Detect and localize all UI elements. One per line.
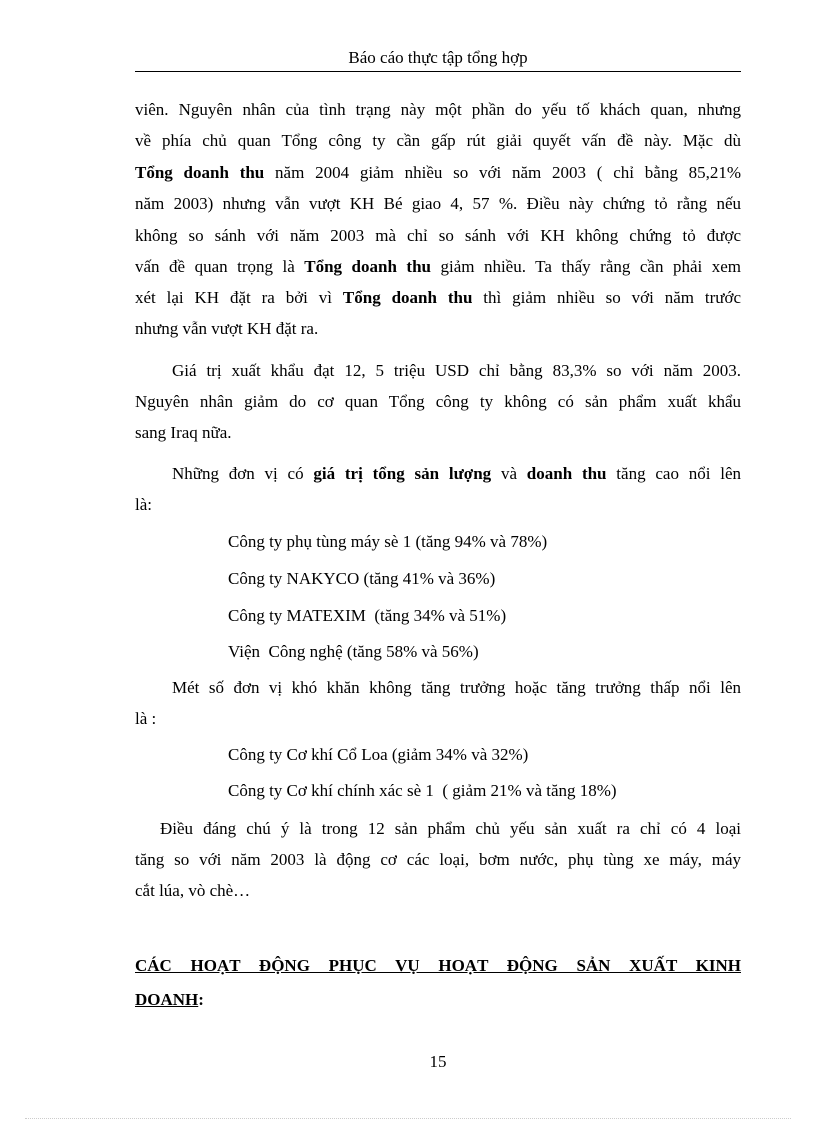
text-segment: Giá trị xuất khẩu đạt 12, 5 triệu USD chỉ bằng 83,3% so với năm 2003.: [172, 361, 741, 380]
text-line: [135, 193, 741, 215]
section-heading-colon: :: [198, 990, 204, 1009]
text-segment: Mét số đơn vị khó khăn không tăng trưởng hoặc tăng trưởng thấp nổi lên: [172, 678, 741, 697]
header-divider: [135, 71, 741, 72]
text-segment: cắt lúa, vò chè…: [135, 881, 251, 900]
text-line: [135, 287, 741, 309]
text-segment: Nguyên nhân giảm do cơ quan Tổng công ty không có sản phẩm xuất khẩu: [135, 392, 741, 411]
text-segment: là:: [135, 495, 152, 514]
text-line: [228, 531, 547, 553]
bold-text: Tổng doanh thu: [304, 257, 431, 276]
text-segment: Công ty Cơ khí chính xác sè 1 ( giảm 21% và tăng 18%): [228, 781, 617, 800]
text-segment: không so sánh với năm 2003 mà chỉ so sánh với KH không chứng tỏ được: [135, 226, 741, 245]
text-line: [135, 494, 152, 516]
text-line: [135, 162, 741, 184]
bold-text: doanh thu: [526, 464, 607, 483]
text-line: [135, 708, 156, 730]
text-segment: thì giảm nhiều so với năm trước: [472, 288, 742, 307]
text-line: [160, 818, 741, 840]
section-heading-word: DOANH: [135, 990, 199, 1009]
text-line: [172, 677, 741, 699]
text-line: [135, 422, 232, 444]
text-line: [228, 605, 506, 627]
bold-text: Tổng doanh thu: [135, 163, 265, 182]
text-line: [228, 780, 617, 802]
text-line: [135, 318, 318, 340]
text-line: [228, 744, 528, 766]
text-segment: giảm nhiều. Ta thấy rằng cần phải xem: [430, 257, 741, 276]
text-line: [135, 880, 250, 902]
section-heading-line-2: [135, 989, 204, 1011]
text-line: [135, 130, 741, 152]
text-segment: Viện Công nghệ (tăng 58% và 56%): [228, 642, 479, 661]
section-heading-line-1: CÁC HOẠT ĐỘNG PHỤC VỤ HOẠT ĐỘNG SẢN XUẤT KINH: [135, 956, 741, 975]
text-line: [135, 99, 741, 121]
text-segment: và: [491, 464, 527, 483]
page-edge: [25, 1118, 791, 1119]
text-line: [228, 641, 479, 663]
text-segment: Những đơn vị có: [172, 464, 314, 483]
text-segment: năm 2004 giảm nhiều so với năm 2003 ( chỉ bằng 85,21%: [264, 163, 741, 182]
text-line: [228, 568, 495, 590]
text-line: [135, 391, 741, 413]
page-header-title: Báo cáo thực tập tổng hợp: [348, 48, 528, 67]
text-segment: Công ty MATEXIM (tăng 34% và 51%): [228, 606, 507, 625]
text-segment: xét lại KH đặt ra bởi vì: [135, 288, 343, 307]
text-segment: Điều đáng chú ý là trong 12 sản phẩm chủ yếu sản xuất ra chỉ có 4 loại: [160, 819, 741, 838]
text-segment: Công ty NAKYCO (tăng 41% và 36%): [228, 569, 496, 588]
page-number: 15: [429, 1052, 447, 1071]
text-segment: Công ty Cơ khí Cổ Loa (giảm 34% và 32%): [228, 745, 529, 764]
bold-text: giá trị tổng sản lượng: [313, 464, 492, 483]
text-segment: sang Iraq nữa.: [135, 423, 232, 442]
text-segment: nhưng vẫn vượt KH đặt ra.: [135, 319, 319, 338]
bold-text: Tổng doanh thu: [342, 288, 473, 307]
text-segment: vấn đề quan trọng là: [135, 257, 305, 276]
text-line: [135, 225, 741, 247]
text-segment: về phía chủ quan Tổng công ty cần gấp rút giải quyết vấn đề này. Mặc dù: [135, 131, 741, 150]
text-segment: tăng so với năm 2003 là động cơ các loại, bơm nước, phụ tùng xe máy, máy: [135, 850, 741, 869]
text-segment: tăng cao nổi lên: [606, 464, 742, 483]
text-line: [135, 849, 741, 871]
text-segment: viên. Nguyên nhân của tình trạng này một phần do yếu tố khách quan, nhưng: [135, 100, 741, 119]
text-line: [172, 463, 741, 485]
text-segment: là :: [135, 709, 157, 728]
text-line: [172, 360, 741, 382]
text-segment: Công ty phụ tùng máy sè 1 (tăng 94% và 78%): [228, 532, 548, 551]
text-segment: năm 2003) nhưng vẫn vượt KH Bé giao 4, 57 %. Điều này chứng tỏ rằng nếu: [135, 194, 741, 213]
text-line: [135, 256, 741, 278]
